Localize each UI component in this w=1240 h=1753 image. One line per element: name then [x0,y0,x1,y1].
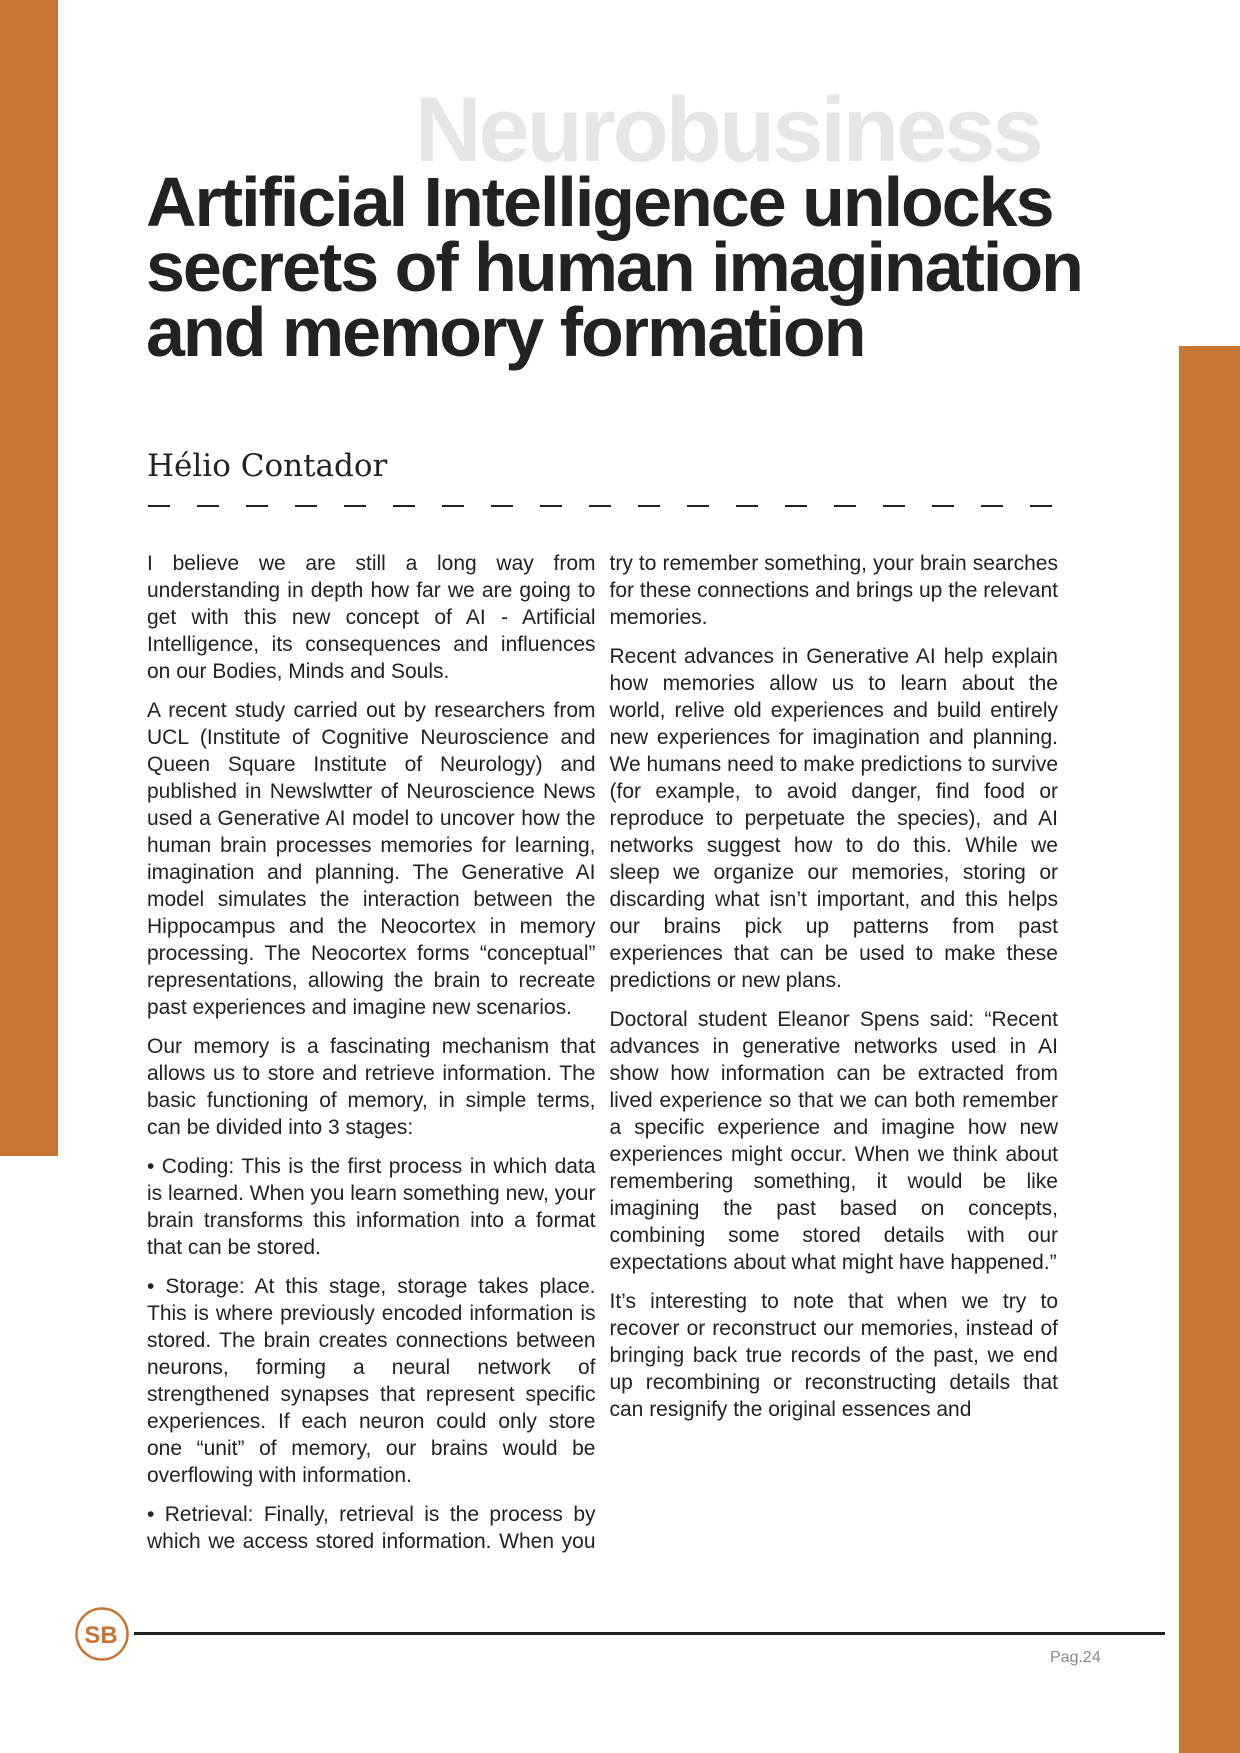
paragraph: Our memory is a fascinating mechanism that allows us to store and retrieve information. The basic functioning of memory, in simple terms, can be divided into 3 stages: [147,1035,596,1139]
paragraph: I believe we are still a long way from understanding in depth how far we are going to get with this new concept of AI - Artificial Intelligence, its consequences and influences on our Bodies, Minds and Souls. [147,552,596,683]
author-byline: Hélio Contador [147,448,388,484]
bullet-retrieval: • Retrieval: Finally, retrieval is the process by which we access stored information. When you try to remember something, your brain searches for these connections and brings up the relevant memories. [147,552,1058,1553]
logo-text: SB [84,1622,118,1649]
right-accent-bar [1179,346,1240,1753]
page-number: Pag.24 [1050,1649,1101,1666]
bullet-coding: • Coding: This is the first process in which data is learned. When you learn something new, your brain transforms this information into a format that can be stored. [147,1155,596,1259]
article-headline: Artificial Intelligence unlocks secrets of human imagination and memory formation [146,163,1082,371]
article-body [147,550,1058,1555]
footer-rule [134,1632,1165,1635]
quote-paragraph: Doctoral student Eleanor Spens said: “Recent advances in generative networks used in AI show how information can be extracted from lived experience so that we can both remember a specific experience and imagine how new experiences might occur. When we think about remembering something, it would be like imagining the past based on concepts, combining some stored details with our expectations about what might have happened.” [609,1008,1058,1274]
bullet-storage: • Storage: At this stage, storage takes place. This is where previously encoded information is stored. The brain creates connections between neurons, forming a neural network of strengthened synapses that represent specific experiences. If each neuron could only store one “unit” of memory, our brains would be overflowing with information. [147,1275,596,1487]
left-accent-bar [0,0,58,1156]
section-kicker: Neurobusiness [415,79,1041,181]
paragraph: A recent study carried out by researchers from UCL (Institute of Cognitive Neuroscience and Queen Square Institute of Neurology) and published in Newslwtter of Neuroscience News used a Generative AI model to uncover how the human brain processes memories for learning, imagination and planning. The Generative AI model simulates the interaction between the Hippocampus and the Neocortex in memory processing. The Neocortex forms “conceptual” representations, allowing the brain to recreate past experiences and imagine new scenarios. [147,699,596,1019]
dashed-divider [148,500,1060,512]
paragraph: Recent advances in Generative AI help explain how memories allow us to learn about the world, relive old experiences and build entirely new experiences for imagination and planning. We humans need to make predictions to survive (for example, to avoid danger, find food or reproduce to perpetuate the species), and AI networks suggest how to do this. While we sleep we organize our memories, storing or discarding what isn’t important, and this helps our brains pick up patterns from past experiences that can be used to make these predictions or new plans. [609,645,1058,992]
paragraph: It’s interesting to note that when we try to recover or reconstruct our memories, instead of bringing back true records of the past, we end up recombining or reconstructing details that can resignify the original essences and [609,1290,1058,1421]
sb-logo-icon [74,1606,130,1662]
